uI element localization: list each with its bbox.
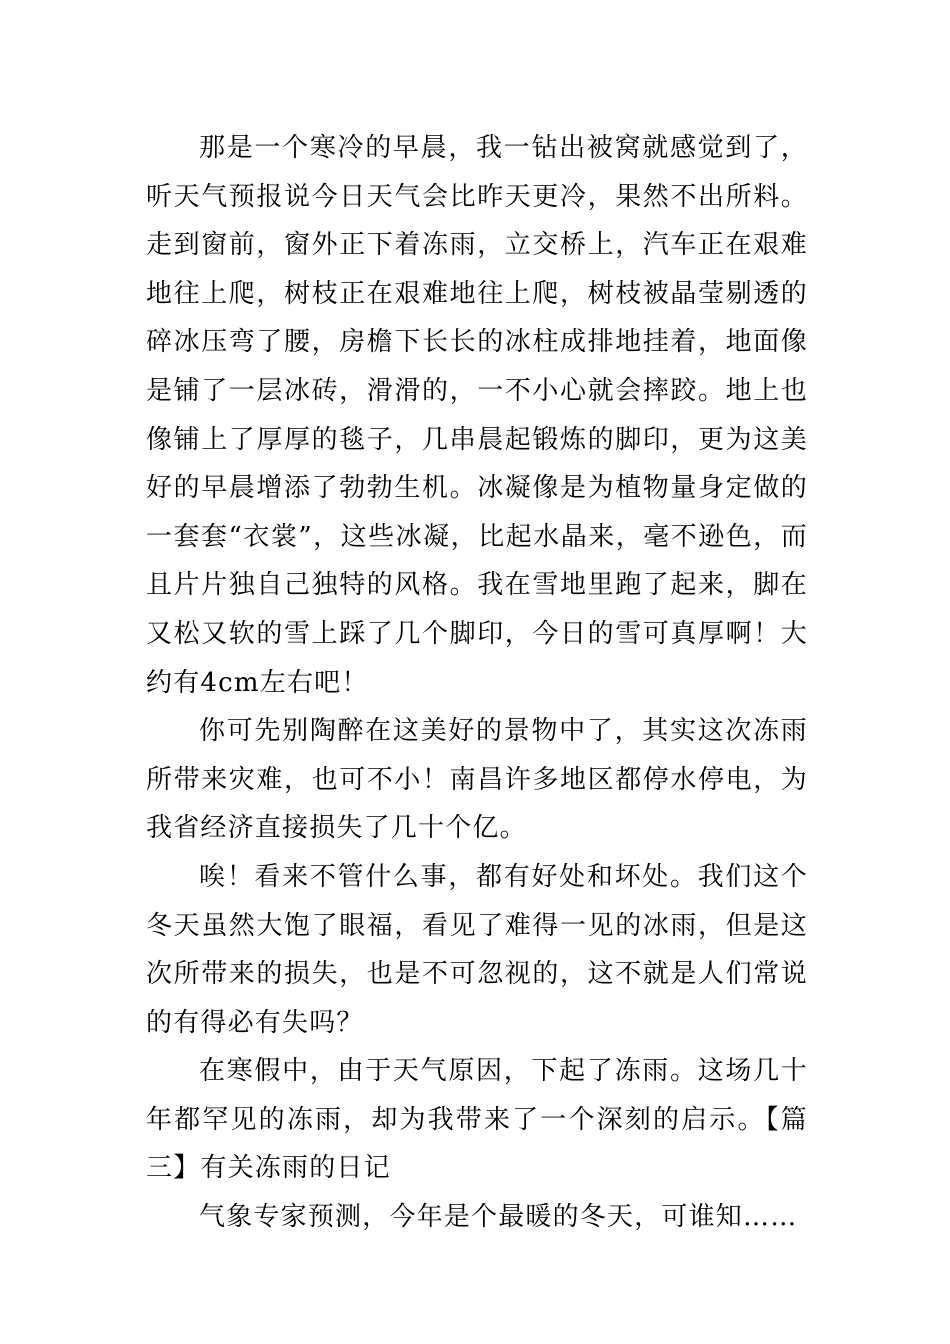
document-body: [146, 124, 808, 1242]
paragraph-gains-and-losses: 唉！看来不管什么事，都有好处和坏处。我们这个冬天虽然大饱了眼福，看见了难得一见的冰雨，但是这次所带来的损失，也是不可忽视的，这不就是人们常说的有得必有失吗？: [146, 861, 808, 1038]
paragraph-frozen-morning: 那是一个寒冷的早晨，我一钻出被窝就感觉到了，听天气预报说今日天气会比昨天更冷，果然不出所料。走到窗前，窗外正下着冻雨，立交桥上，汽车正在艰难地往上爬，树枝正在艰难地往上爬，树枝被晶莹剔透的碎冰压弯了腰，房檐下长长的冰柱成排地挂着，地面像是铺了一层冰砖，滑滑的，一不小心就会摔跤。地上也像铺上了厚厚的毯子，几串晨起锻炼的脚印，更为这美好的早晨增添了勃勃生机。冰凝像是为植物量身定做的一套套“衣裳”，这些冰凝，比起水晶来，毫不逊色，而且片片独自己独特的风格。我在雪地里跑了起来，脚在又松又软的雪上踩了几个脚印，今日的雪可真厚啊！大约有4cm左右吧！: [146, 133, 808, 698]
paragraph-winter-break-insight: 在寒假中，由于天气原因，下起了冻雨。这场几十年都罕见的冻雨，却为我带来了一个深刻的启示。【篇三】有关冻雨的日记: [146, 1056, 808, 1184]
paragraph-forecast: 气象专家预测，今年是个最暖的冬天，可谁知……: [199, 1202, 798, 1233]
paragraph-disaster-losses: 你可先别陶醉在这美好的景物中了，其实这次冻雨所带来灾难，也可不小！南昌许多地区都停水停电，为我省经济直接损失了几十个亿。: [146, 716, 808, 844]
